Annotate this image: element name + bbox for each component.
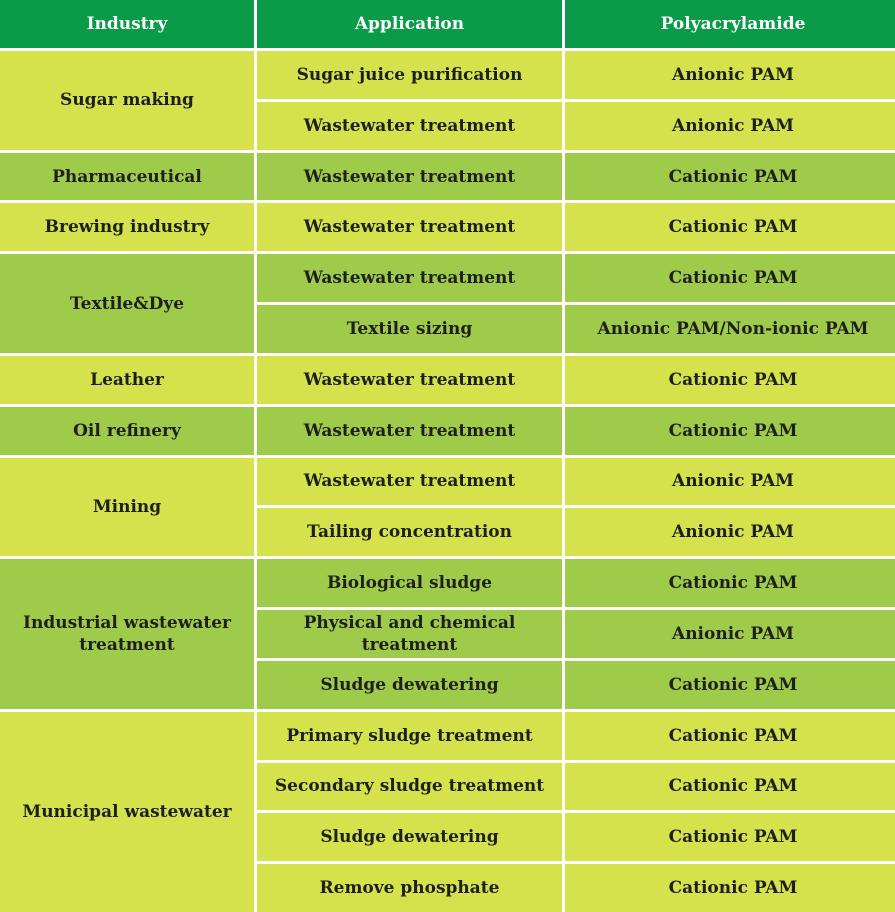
polyacrylamide-cell: Cationic PAM [565,203,895,251]
header-industry: Industry [0,0,254,48]
application-cell: Wastewater treatment [257,254,562,302]
application-cell: Sugar juice purification [257,51,562,99]
application-cell: Physical and chemical treatment [257,610,562,658]
polyacrylamide-cell: Cationic PAM [565,864,895,912]
application-cell: Wastewater treatment [257,102,562,150]
application-cell: Wastewater treatment [257,458,562,506]
polyacrylamide-cell: Anionic PAM [565,458,895,506]
application-cell: Textile sizing [257,305,562,353]
application-cell: Tailing concentration [257,508,562,556]
polyacrylamide-cell: Anionic PAM [565,610,895,658]
header-application: Application [257,0,562,48]
polyacrylamide-cell: Cationic PAM [565,254,895,302]
application-cell: Wastewater treatment [257,356,562,404]
polyacrylamide-cell: Cationic PAM [565,153,895,201]
polyacrylamide-cell: Anionic PAM [565,508,895,556]
application-cell: Primary sludge treatment [257,712,562,760]
polyacrylamide-cell: Cationic PAM [565,813,895,861]
polyacrylamide-cell: Anionic PAM [565,102,895,150]
polyacrylamide-cell: Cationic PAM [565,661,895,709]
application-cell: Sludge dewatering [257,661,562,709]
industry-cell: Pharmaceutical [0,153,254,201]
application-cell: Secondary sludge treatment [257,763,562,811]
application-cell: Sludge dewatering [257,813,562,861]
header-polyacrylamide: Polyacrylamide [565,0,895,48]
application-cell: Wastewater treatment [257,203,562,251]
application-cell: Wastewater treatment [257,407,562,455]
industry-cell: Industrial wastewater treatment [0,559,254,708]
polyacrylamide-cell: Cationic PAM [565,763,895,811]
polyacrylamide-cell: Cationic PAM [565,712,895,760]
polyacrylamide-cell: Cationic PAM [565,356,895,404]
industry-cell: Brewing industry [0,203,254,251]
industry-cell: Leather [0,356,254,404]
polyacrylamide-cell: Anionic PAM [565,51,895,99]
industry-cell: Mining [0,458,254,557]
industry-cell: Sugar making [0,51,254,150]
application-cell: Wastewater treatment [257,153,562,201]
polyacrylamide-cell: Cationic PAM [565,559,895,607]
industry-cell: Oil refinery [0,407,254,455]
polyacrylamide-cell: Anionic PAM/Non-ionic PAM [565,305,895,353]
application-cell: Remove phosphate [257,864,562,912]
polyacrylamide-cell: Cationic PAM [565,407,895,455]
industry-cell: Textile&Dye [0,254,254,353]
industry-cell: Municipal wastewater [0,712,254,912]
application-cell: Biological sludge [257,559,562,607]
